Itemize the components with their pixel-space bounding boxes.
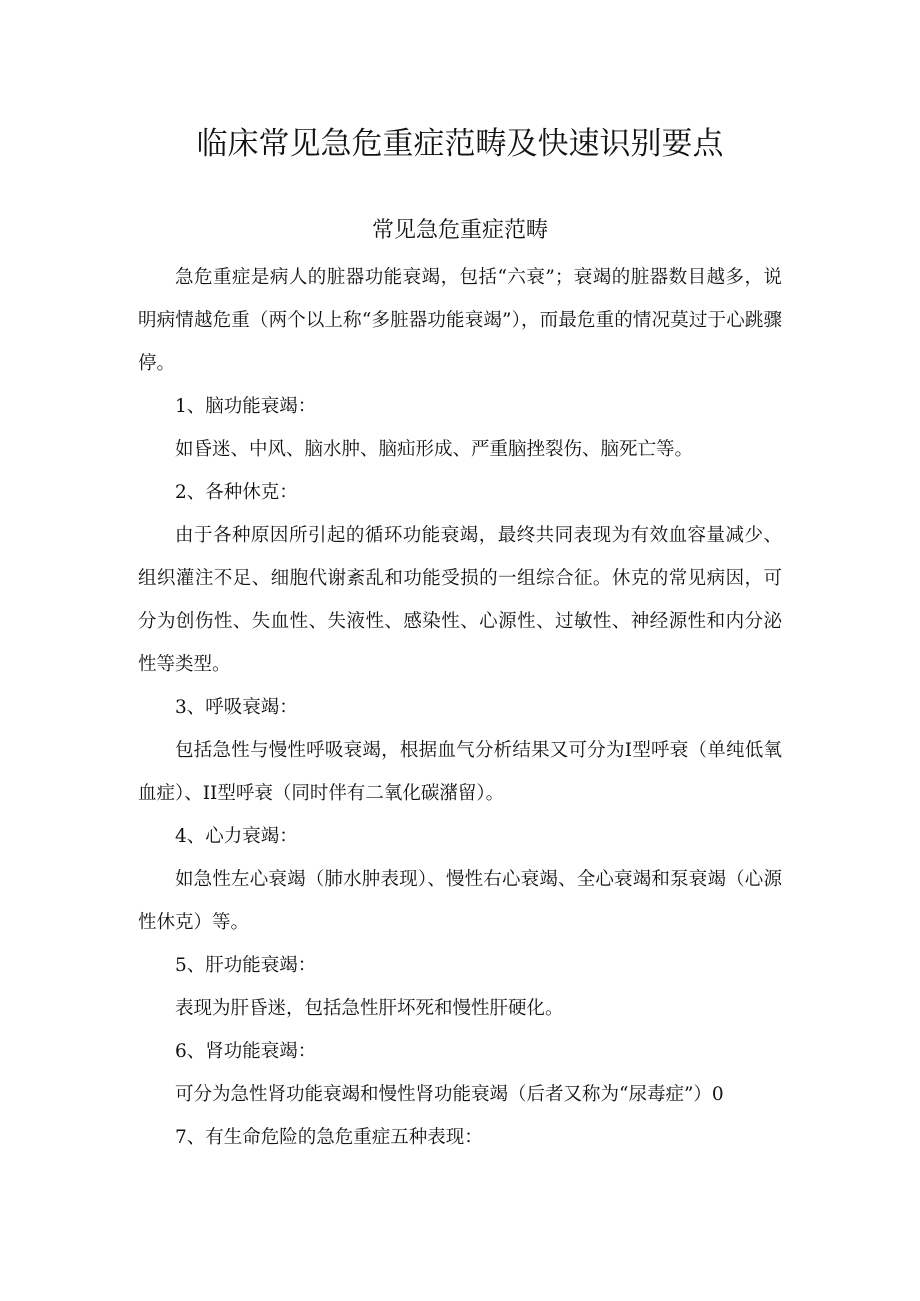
item-heading-liver-failure: 5、肝功能衰竭： bbox=[175, 955, 317, 976]
item-heading-kidney-failure: 6、肾功能衰竭： bbox=[175, 1041, 317, 1062]
document-body bbox=[138, 256, 782, 1159]
intro-paragraph: 急危重症是病人的脏器功能衰竭，包括“六衰”；衰竭的脏器数目越多，说明病情越危重（两个以上称“多脏器功能衰竭”），而最危重的情况莫过于心跳骤停。 bbox=[138, 267, 782, 374]
item-heading-shock: 2、各种休克： bbox=[175, 482, 298, 503]
item-text-shock: 由于各种原因所引起的循环功能衰竭，最终共同表现为有效血容量减少、组织灌注不足、细胞代谢紊乱和功能受损的一组综合征。休克的常见病因，可分为创伤性、失血性、失液性、感染性、心源性、过敏性、神经源性和内分泌性等类型。 bbox=[138, 525, 782, 675]
item-heading-respiratory-failure: 3、呼吸衰竭： bbox=[175, 697, 298, 718]
item-text-liver-failure: 表现为肝昏迷，包括急性肝坏死和慢性肝硬化。 bbox=[175, 998, 564, 1019]
item-heading-heart-failure: 4、心力衰竭： bbox=[175, 826, 298, 847]
item-heading-critical-signs: 7、有生命危险的急危重症五种表现： bbox=[175, 1127, 483, 1148]
item-text-heart-failure: 如急性左心衰竭（肺水肿表现）、慢性右心衰竭、全心衰竭和泵衰竭（心源性休克）等。 bbox=[138, 869, 782, 933]
item-text-respiratory-failure: 包括急性与慢性呼吸衰竭，根据血气分析结果又可分为I型呼衰（单纯低氧血症）、II型呼衰（同时伴有二氧化碳潴留）。 bbox=[138, 740, 782, 804]
document-title: 临床常见急危重症范畴及快速识别要点 bbox=[196, 126, 724, 162]
item-text-kidney-failure: 可分为急性肾功能衰竭和慢性肾功能衰竭（后者又称为“尿毒症”）0 bbox=[175, 1084, 724, 1105]
item-heading-brain-failure: 1、脑功能衰竭： bbox=[175, 396, 317, 417]
item-text-brain-failure: 如昏迷、中风、脑水肿、脑疝形成、严重脑挫裂伤、脑死亡等。 bbox=[175, 439, 694, 460]
section-title: 常见急危重症范畴 bbox=[371, 218, 548, 243]
